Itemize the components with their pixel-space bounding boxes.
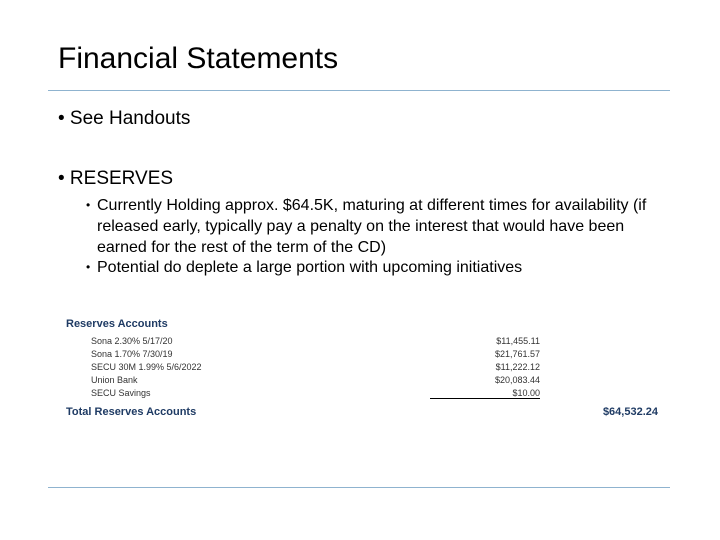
sub-bullet-text: Potential do deplete a large portion with upcoming initiatives bbox=[97, 259, 523, 276]
sub-bullet-potential bbox=[86, 257, 666, 278]
table-row bbox=[66, 336, 666, 349]
table-row bbox=[66, 349, 666, 362]
row-label: Sona 1.70% 7/30/19 bbox=[91, 349, 173, 359]
table-heading: Reserves Accounts bbox=[66, 318, 168, 330]
total-value: $64,532.24 bbox=[602, 406, 658, 418]
title-divider bbox=[48, 90, 670, 91]
footer-divider bbox=[48, 487, 670, 488]
table-row bbox=[66, 388, 666, 401]
row-value: $11,455.11 bbox=[496, 336, 540, 346]
row-value: $10.00 bbox=[430, 388, 540, 399]
sub-bullet-holding bbox=[86, 195, 666, 258]
row-label: SECU Savings bbox=[91, 388, 151, 398]
table-row bbox=[66, 375, 666, 388]
bullet-handouts: • See Handouts bbox=[58, 108, 191, 129]
row-label: Sona 2.30% 5/17/20 bbox=[91, 336, 173, 346]
sub-bullet-text: Currently Holding approx. $64.5K, maturing at different times for availability (if released early, typically pay a penalty on the interest that would have been earned for the rest of the term of the CD) bbox=[97, 197, 647, 256]
bullet-marker: • bbox=[86, 260, 91, 274]
row-value: $20,083.44 bbox=[494, 375, 540, 385]
slide-title: Financial Statements bbox=[58, 42, 339, 75]
total-label: Total Reserves Accounts bbox=[66, 406, 197, 418]
row-value: $11,222.12 bbox=[495, 362, 540, 372]
bullet-reserves: • RESERVES bbox=[58, 168, 174, 189]
bullet-marker: • bbox=[86, 198, 91, 212]
row-label: SECU 30M 1.99% 5/6/2022 bbox=[91, 362, 202, 372]
table-row bbox=[66, 362, 666, 375]
row-value: $21,761.57 bbox=[494, 349, 540, 359]
table-total-row bbox=[66, 406, 666, 418]
row-label: Union Bank bbox=[91, 375, 138, 385]
